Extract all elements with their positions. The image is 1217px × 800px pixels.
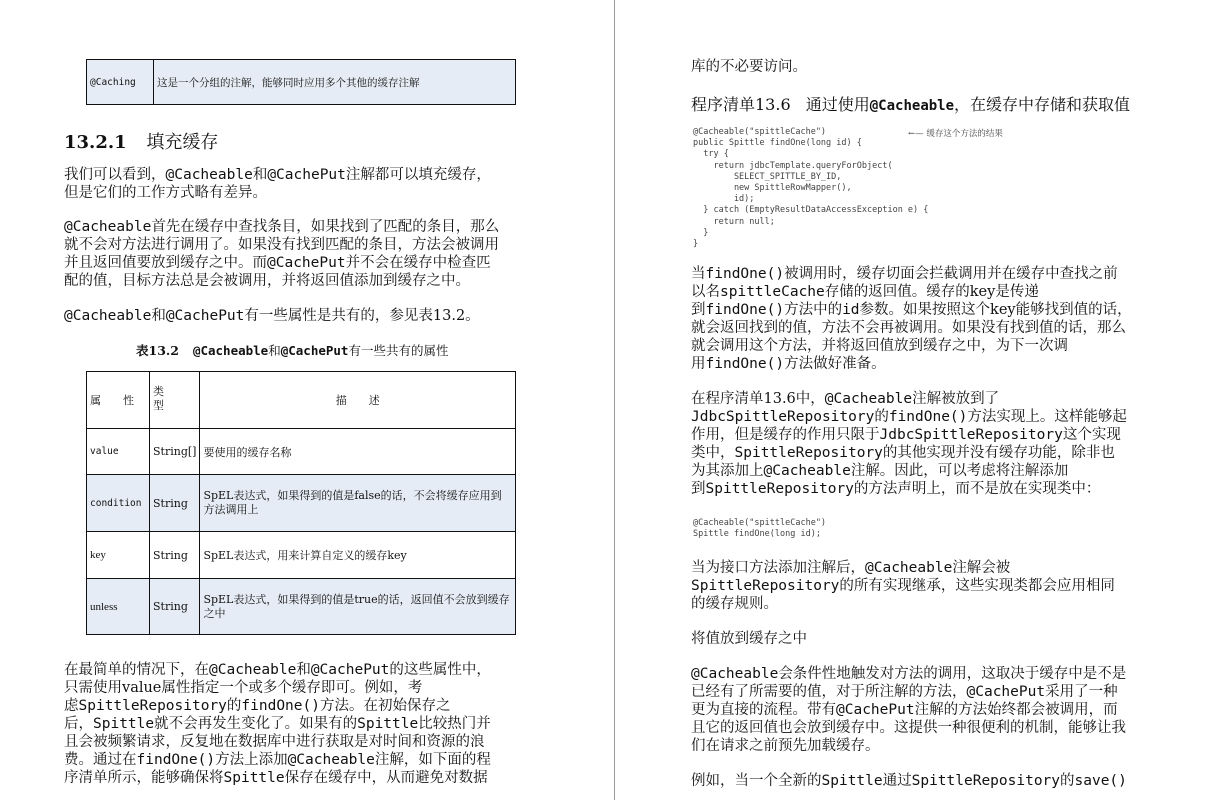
inline-code: @Cacheable [209,662,297,678]
table-caption [136,341,448,359]
column-header-desc: 描 述 [200,372,516,429]
text-run: 保存在缓存中，从而避免对数据 [284,770,488,786]
text-run: 方法做好准备。 [784,356,886,372]
inline-code: @CachePut [165,308,245,324]
text-run: 和 [151,308,166,324]
inline-code: id [842,302,860,318]
section-heading [64,128,218,154]
column-header-type: 类 型 [150,372,200,429]
table-cell-desc: 这是一个分组的注解，能够同时应用多个其他的缓存注解 [154,60,516,105]
text-run: 和 [296,662,311,678]
text-run: 注解都可以填充缓存， [345,167,491,183]
paragraph-4 [691,665,1191,755]
inline-code: findOne() [136,752,216,768]
table-caption-anno1: @Cacheable [192,343,269,358]
inline-code: @Cacheable [763,463,851,479]
text-run: 在最简单的情况下，在 [64,662,209,678]
listing-label: 程序清单13.6 [691,95,791,114]
table-cell-attr: condition [87,475,150,532]
text-run: 注解的方法始终都会被调用，而 [914,702,1118,718]
table-row [87,60,516,105]
text-run: 的 [874,409,889,425]
inline-code: save() [1074,773,1127,789]
text-run: 方法实现上。这样能够起 [967,409,1127,425]
inline-code: findOne() [705,356,785,372]
text-run: 例如，当一个全新的 [691,773,822,789]
text-run: 只需使用value属性指定一个或多个缓存即可。例如，考 [64,680,423,696]
code-listing-2: @Cacheable("spittleCache") Spittle findOne(long id); [693,518,827,540]
text-run: 费。通过在 [64,752,137,768]
code-annotation: ←— 缓存这个方法的结果 [908,129,1003,139]
text-run: 比较热门并 [418,716,491,732]
text-run: 类中， [691,445,735,461]
inline-code: @CachePut [267,167,346,183]
text-run: 方法中的 [784,302,843,318]
text-run: 的所有实现继承，这些实现类都会应用相同 [839,578,1115,594]
table-cell-type: String [150,579,200,635]
text-run: 的其他实现并没有缓存功能，除非也 [882,445,1115,461]
inline-code: findOne() [705,266,785,282]
table-cell-desc: 要使用的缓存名称 [200,429,516,475]
listing-title [691,92,1130,115]
text-run: 就不会再发生变化了。如果有的 [154,716,358,732]
text-run: 会条件性地触发对方法的调用，这取决于缓存中是不是 [778,666,1127,682]
table-cell-attr: @Caching [87,60,154,105]
text-run: 且它的返回值也会放到缓存中。这提供一种很便利的机制，能够让我 [691,720,1126,736]
table-cell-desc: SpEL表达式，用来计算自定义的缓存key [200,532,516,579]
paragraph-2 [64,218,564,290]
text-run: 存储的返回值。缓存的key是传递 [824,284,1039,300]
inline-code: findOne() [705,302,785,318]
paragraph-3 [691,559,1191,613]
text-run: 采用了一种 [1045,684,1118,700]
text-run: 到 [691,302,706,318]
inline-code: @CachePut [267,255,346,271]
inline-code: @Cacheable [64,308,152,324]
text-run: 注解会被 [952,560,1011,576]
text-run: 更为直接的流程。带有 [691,702,836,718]
inline-code: @Cacheable [824,391,913,407]
text-run: 我们可以看到， [64,167,166,183]
text-run: 们在请求之前预先加载缓存。 [691,738,880,754]
table-cell-attr: unless [87,579,150,635]
inline-code: SpittleRepository [78,698,227,714]
text-run: 方法上添加 [215,752,288,768]
table-caption-tail: 有一些共有的属性 [348,343,449,358]
table-cell-desc: SpEL表达式，如果得到的值是true的话，返回值不会放到缓存之中 [200,579,516,635]
inline-code: findOne() [241,698,320,714]
paragraph-0: 库的不必要访问。 [691,59,807,75]
text-run: 注解，如下面的程 [374,752,491,768]
inline-code: Spittle [223,770,285,786]
text-run: 并且返回值要放到缓存之中。而 [64,255,267,271]
text-run: 这个实现 [1062,427,1121,443]
text-run: 并不会在缓存中检查匹 [345,255,491,271]
table-cell-attr: value [87,429,150,475]
table-caption-anno2: @CachePut [280,343,349,358]
text-run: 注解被放到了 [912,391,1000,407]
column-header-attr: 属 性 [87,372,150,429]
inline-code: @CachePut [310,662,390,678]
text-run: 的缓存规则。 [691,596,778,612]
inline-code: JdbcSpittleRepository [879,427,1063,443]
paragraph-5 [691,772,1191,790]
table-row [87,532,516,579]
subheading: 将值放到缓存之中 [691,631,807,647]
text-run: 但是它们的工作方式略有差异。 [64,185,267,201]
inline-code: Spittle [357,716,419,732]
inline-code: spittleCache [720,284,825,300]
right-page [615,0,1217,800]
inline-code: @Cacheable [64,219,152,235]
inline-code: SpittleRepository [911,773,1061,789]
text-run: 当 [691,266,706,282]
inline-code: @Cacheable [865,560,953,576]
listing-tail: ，在缓存中存储和获取值 [954,95,1131,114]
text-run: 被调用时，缓存切面会拦截调用并在缓存中查找之前 [784,266,1118,282]
paragraph-4 [64,661,564,787]
inline-code: @CachePut [836,702,915,718]
listing-text: 通过使用 [805,95,870,114]
text-run: 到 [691,481,706,497]
text-run: 虑 [64,698,79,714]
text-run: 方法。在初始保存之 [319,698,451,714]
text-run: 配的值，目标方法总是会被调用，并将返回值添加到缓存之中。 [64,273,470,289]
text-run: 就会调用这个方法，并将返回值放到缓存之中，为下一次调 [691,338,1068,354]
table-cell-attr: key [87,532,150,579]
text-run: 的方法声明上，而不是放在实现类中： [853,481,1101,497]
text-run: 首先在缓存中查找条目，如果找到了匹配的条目，那么 [151,219,500,235]
text-run: 且会被频繁请求，反复地在数据库中进行获取是对时间和资源的浪 [64,734,485,750]
inline-code: SpittleRepository [734,445,883,461]
table-header-row [87,372,516,429]
text-run: 以名 [691,284,720,300]
inline-code: SpittleRepository [691,578,840,594]
paragraph-3 [64,307,564,325]
section-title: 填充缓存 [146,132,219,153]
paragraph-1 [64,166,564,202]
table-cell-desc: SpEL表达式，如果得到的值是false的话，不会将缓存应用到方法调用上 [200,475,516,532]
inline-code: JdbcSpittleRepository [691,409,875,425]
inline-code: @CachePut [966,684,1046,700]
caching-table [86,59,516,105]
text-run: 为其添加上 [691,463,764,479]
text-run: 的 [226,698,242,714]
inline-code: @Cacheable [165,167,253,183]
table-caption-label: 表13.2 [136,343,179,358]
text-run: 和 [252,167,268,183]
text-run: 的 [1060,773,1075,789]
table-row [87,579,516,635]
text-run: 在程序清单13.6中， [691,391,825,407]
text-run: 用 [691,356,706,372]
code-listing-1: @Cacheable("spittleCache") public Spittle findOne(long id) { try { return jdbcTemplate.queryForObject( SELECT_SPITTLE_BY_ID, new SpittleRowMapper(), id); } catch (EmptyResultDataAccessException e) { return null; } } [693,127,929,250]
paragraph-2 [691,390,1191,498]
attributes-table [86,371,516,635]
inline-code: Spittle [821,773,883,789]
table-caption-mid: 和 [268,343,281,358]
inline-code: SpittleRepository [705,481,854,497]
text-run: 当为接口方法添加注解后， [691,560,865,576]
text-run: 通过 [882,773,912,789]
text-run: 有一些属性是共有的，参见表13.2。 [244,308,480,324]
inline-code: Spittle [93,716,155,732]
text-run: 注解。因此，可以考虑将注解添加 [850,463,1069,479]
text-run: 后， [64,716,93,732]
paragraph-1 [691,265,1191,373]
inline-code: @Cacheable [287,752,375,768]
text-run: 就不会对方法进行调用了。如果没有找到匹配的条目，方法会被调用 [64,237,499,253]
text-run: 作用，但是缓存的作用只限于 [691,427,880,443]
table-cell-type: String[] [150,429,200,475]
text-run: 的这些属性中， [389,662,491,678]
text-run: 就会返回找到的值，方法不会再被调用。如果没有找到值的话，那么 [691,320,1126,336]
table-cell-type: String [150,475,200,532]
inline-code: findOne() [888,409,968,425]
table-row [87,475,516,532]
section-number: 13.2.1 [64,132,127,153]
text-run: 序清单所示，能够确保将 [64,770,224,786]
inline-code: @Cacheable [691,666,779,682]
table-row [87,429,516,475]
table-cell-type: String [150,532,200,579]
text-run: 已经有了所需要的值，对于所注解的方法， [691,684,967,700]
listing-anno: @Cacheable [869,98,955,114]
text-run: 参数。如果按照这个key能够找到值的话， [859,302,1132,318]
